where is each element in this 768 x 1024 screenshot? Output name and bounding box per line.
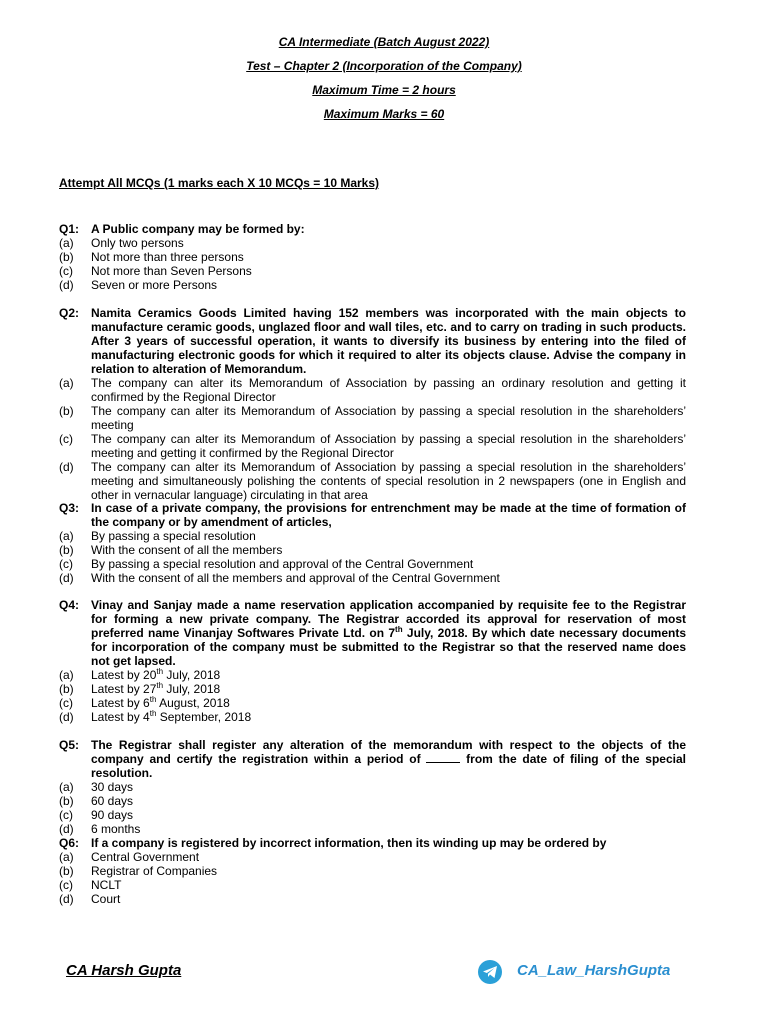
option-d [59,822,686,836]
option-label: (d) [59,822,74,836]
option-text-part: September, 2018 [156,710,252,724]
option-text: Not more than Seven Persons [91,264,252,278]
option-b [59,250,686,264]
option-label: (d) [59,278,74,292]
option-text: 30 days [91,780,134,794]
option-text: 60 days [91,794,134,808]
course-title: CA Intermediate (Batch August 2022) [278,35,490,49]
option-text-part: Latest by 6 [91,696,150,710]
question-3 [59,501,686,585]
question-number: Q6: [59,836,80,850]
option-text-part: July, 2018 [163,682,221,696]
ordinal-suffix: th [156,681,164,690]
ordinal-suffix: th [149,709,157,718]
option-label: (c) [59,264,73,278]
option-label: (a) [59,376,74,390]
question-text [91,738,686,780]
max-time: Maximum Time = 2 hours [312,83,456,97]
question-number: Q4: [59,598,80,612]
question-number: Q2: [59,306,80,320]
option-text-part: Latest by 4 [91,710,150,724]
option-label: (a) [59,236,74,250]
option-text: With the consent of all the members and approval of the Central Government [91,571,500,585]
author-name: CA Harsh Gupta [66,962,182,979]
option-a [59,529,686,543]
max-marks: Maximum Marks = 60 [323,107,445,121]
option-d [59,892,686,906]
option-c [59,878,686,892]
option-label: (a) [59,850,74,864]
ordinal-suffix: th [149,695,157,704]
option-d [59,710,686,724]
option-text-part: July, 2018 [163,668,221,682]
option-text [91,668,686,682]
option-label: (b) [59,864,74,878]
question-text: In case of a private company, the provisions for entrenchment may be made at the time of formation of the company or by amendment of articles, [91,501,686,529]
question-text: Namita Ceramics Goods Limited having 152 members was incorporated with the main objects to manufacture ceramic goods, unglazed floor and wall tiles, etc. and to carry on trading in such products. After 3 years of successful operation, it wants to diversify its business by entering into the filed of manufacturing electronic goods for which it required to alter its objects clause. Advise the company in relation to alteration of Memorandum. [91,306,686,376]
option-label: (b) [59,404,74,418]
option-label: (a) [59,668,74,682]
option-label: (b) [59,682,74,696]
option-text-part: Latest by 20 [91,668,157,682]
question-2 [59,306,686,502]
option-c [59,557,686,571]
question-number: Q3: [59,501,80,515]
option-text: The company can alter its Memorandum of Association by passing a special resolution in the shareholders’ meeting and simultaneously polishing the contents of special resolution in 2 newspapers (one in English and other in vernacular language) circulating in that area [91,460,686,502]
option-text: 90 days [91,808,134,822]
option-text-part: Latest by 27 [91,682,157,696]
option-label: (c) [59,432,73,446]
option-a [59,850,686,864]
test-title: Test – Chapter 2 (Incorporation of the Company) [246,59,522,73]
option-text-part: August, 2018 [156,696,230,710]
option-label: (c) [59,808,73,822]
option-text: NCLT [91,878,122,892]
option-text: 6 months [91,822,141,836]
option-c [59,696,686,710]
option-label: (b) [59,543,74,557]
option-label: (c) [59,557,73,571]
option-label: (b) [59,250,74,264]
option-text [91,696,686,710]
option-d [59,460,686,502]
question-6 [59,836,686,906]
option-text: Only two persons [91,236,184,250]
question-number: Q5: [59,738,80,752]
option-text [91,710,686,724]
option-b [59,794,686,808]
option-text: Seven or more Persons [91,278,218,292]
ordinal-suffix: th [395,625,403,634]
question-text-part: from the date of filing of the special resolution. [91,752,686,780]
option-text: By passing a special resolution [91,529,256,543]
option-label: (d) [59,571,74,585]
question-number: Q1: [59,222,80,236]
option-text: By passing a special resolution and approval of the Central Government [91,557,474,571]
fill-in-blank [426,752,460,763]
option-text: The company can alter its Memorandum of Association by passing a special resolution in the shareholders’ meeting and getting it confirmed by the Regional Director [91,432,686,460]
option-label: (c) [59,696,73,710]
question-text: If a company is registered by incorrect information, then its winding up may be ordered by [91,836,607,850]
option-c [59,808,686,822]
option-text: Court [91,892,121,906]
option-d [59,571,686,585]
option-c [59,432,686,460]
option-text: Not more than three persons [91,250,244,264]
question-1 [59,222,686,292]
option-a [59,376,686,404]
option-a [59,780,686,794]
question-5 [59,738,686,836]
option-b [59,404,686,432]
question-text [91,598,686,668]
option-text: The company can alter its Memorandum of Association by passing an ordinary resolution and getting it confirmed by the Regional Director [91,376,686,404]
option-c [59,264,686,278]
option-b [59,864,686,878]
question-text-part: July, 2018. By which date necessary documents for incorporation of the company must be submitted to the Registrar so that the reserved name does not get lapsed. [91,626,687,668]
option-text [91,682,686,696]
telegram-icon [478,960,502,984]
option-label: (d) [59,710,74,724]
question-text-part: The Registrar shall register any alteration of the memorandum with respect to the objects of the company and certify the registration within a period of [91,738,686,766]
option-a [59,668,686,682]
option-label: (a) [59,529,74,543]
telegram-handle: CA_Law_HarshGupta [517,962,671,979]
instructions: Attempt All MCQs (1 marks each X 10 MCQs = 10 Marks) [59,176,380,190]
question-4 [59,598,686,724]
option-text: Registrar of Companies [91,864,218,878]
option-b [59,682,686,696]
option-text: Central Government [91,850,200,864]
option-label: (d) [59,892,74,906]
question-text: A Public company may be formed by: [91,222,305,236]
option-label: (c) [59,878,73,892]
option-text: The company can alter its Memorandum of Association by passing a special resolution in the shareholders’ meeting [91,404,686,432]
option-label: (a) [59,780,74,794]
question-text-part: Vinay and Sanjay made a name reservation application accompanied by requisite fee to the Registrar for forming a new private company. The Registrar accorded its approval for reservation of most preferred name Vinanjay Softwares Private Ltd. on 7 [91,598,686,640]
option-d [59,278,686,292]
ordinal-suffix: th [156,667,164,676]
option-b [59,543,686,557]
option-a [59,236,686,250]
option-label: (d) [59,460,74,474]
option-label: (b) [59,794,74,808]
option-text: With the consent of all the members [91,543,283,557]
